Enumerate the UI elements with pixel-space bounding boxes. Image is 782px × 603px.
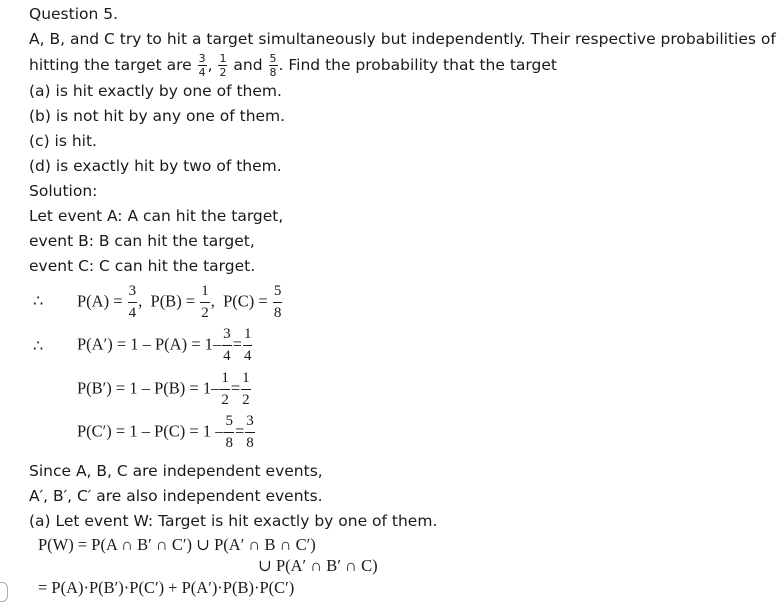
part-a-solution-intro: (a) Let event W: Target is hit exactly by one of them. xyxy=(29,512,438,530)
part-b: (b) is not hit by any one of them. xyxy=(29,107,286,125)
equation-p-b-complement: P(B′) = 1 – P(B) = 1– $\frac{1}{2}$ = $\frac{1}{2}$ xyxy=(77,370,250,408)
pw-equation-line1: P(W) = P(A ∩ B′ ∩ C′) ∪ P(A′ ∩ B ∩ C′) xyxy=(38,535,316,554)
question-title: Question 5. xyxy=(29,5,119,23)
question-text-line2 xyxy=(29,53,557,78)
prob-a-fraction: $\frac{3}{4}$ xyxy=(198,52,206,79)
event-b-definition: event B: B can hit the target, xyxy=(29,232,255,250)
independence-statement-1: Since A, B, C are independent events, xyxy=(29,462,323,480)
question-text-line1: A, B, and C try to hit a target simultaneously but independently. Their respective probabilities of xyxy=(29,30,776,48)
question-text-prefix: hitting the target are xyxy=(29,56,192,74)
pb-fraction: $\frac{1}{2}$ xyxy=(201,283,209,321)
therefore-symbol: ∴ xyxy=(33,291,44,310)
event-c-definition: event C: C can hit the target. xyxy=(29,257,256,275)
part-d: (d) is exactly hit by two of them. xyxy=(29,157,282,175)
prob-b-fraction: $\frac{1}{2}$ xyxy=(219,52,227,79)
therefore-symbol-2: ∴ xyxy=(33,336,44,355)
prob-c-fraction: $\frac{5}{8}$ xyxy=(269,52,277,79)
equation-p-c-complement: P(C′) = 1 – P(C) = 1 – $\frac{5}{8}$ = $\frac{3}{8}$ xyxy=(77,413,254,451)
and-word: and xyxy=(233,56,263,74)
pw-equation-line3: = P(A)·P(B′)·P(C′) + P(A′)·P(B)·P(C′) xyxy=(38,578,295,597)
solution-label: Solution: xyxy=(29,182,98,200)
equation-p-a-complement: P(A′) = 1 – P(A) = 1– $\frac{3}{4}$ = $\frac{1}{4}$ xyxy=(77,326,252,364)
pw-equation-line2: ∪ P(A′ ∩ B′ ∩ C) xyxy=(258,556,378,575)
page-edge-artifact xyxy=(0,582,8,602)
pa-fraction: $\frac{3}{4}$ xyxy=(128,283,137,321)
part-c: (c) is hit. xyxy=(29,132,97,150)
question-text-suffix: . Find the probability that the target xyxy=(278,56,557,74)
part-a: (a) is hit exactly by one of them. xyxy=(29,82,282,100)
comma: , xyxy=(207,56,213,74)
equation-probabilities: P(A) = $\frac{3}{4}$ , P(B) = $\frac{1}{2}$ , P(C) = $\frac{5}{8}$ xyxy=(77,283,282,321)
independence-statement-2: A′, B′, C′ are also independent events. xyxy=(29,487,323,505)
pc-fraction: $\frac{5}{8}$ xyxy=(273,283,282,321)
event-a-definition: Let event A: A can hit the target, xyxy=(29,207,284,225)
